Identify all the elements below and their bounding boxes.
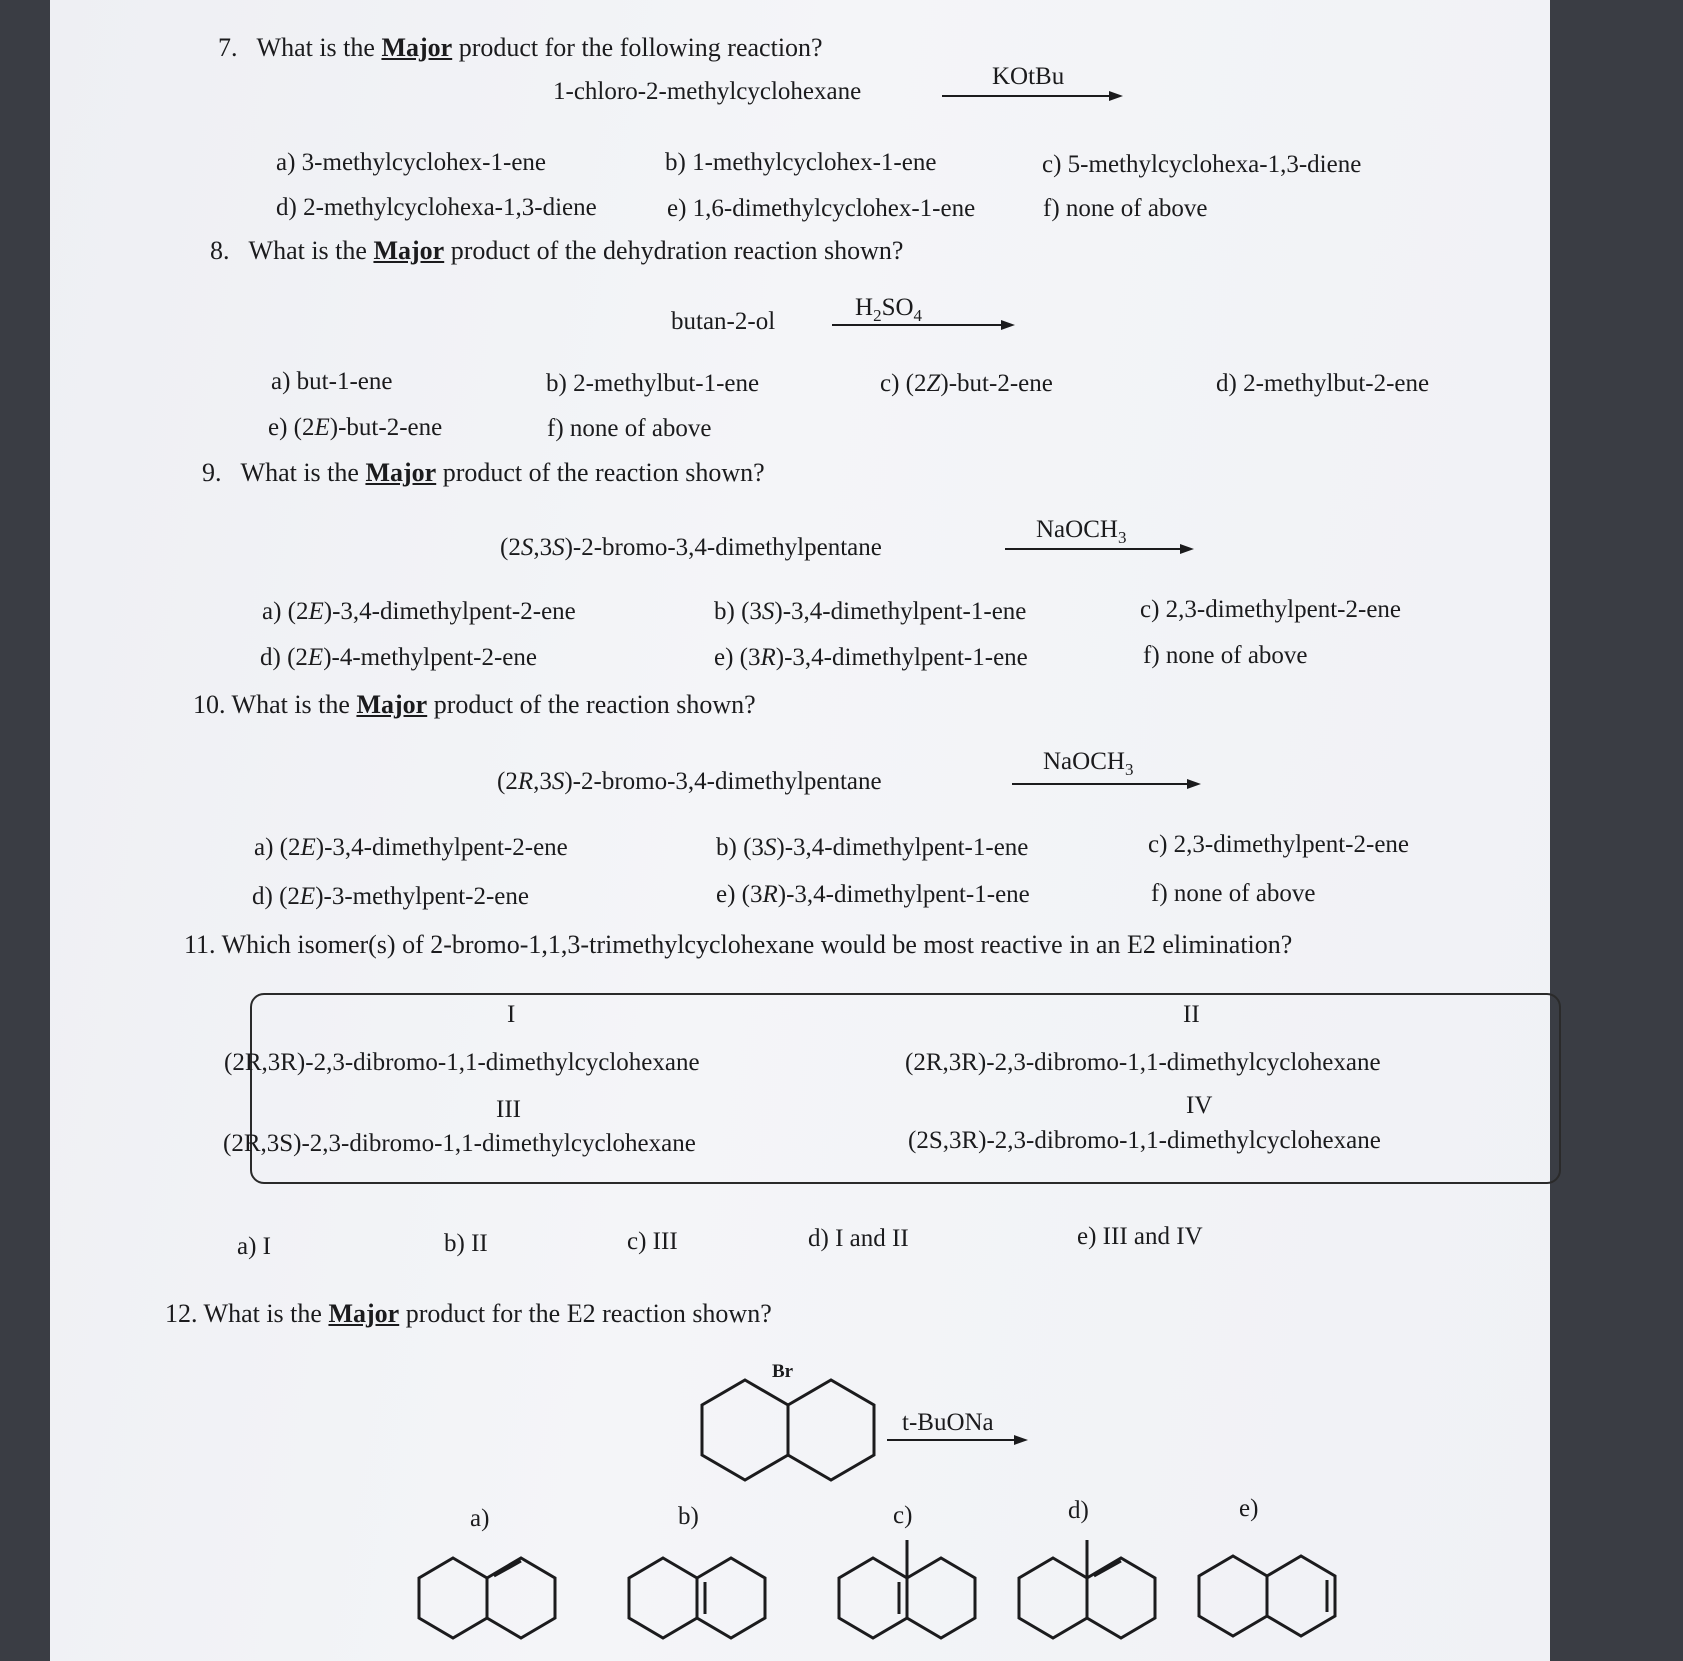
q8-option-a[interactable]: a) but-1-ene bbox=[271, 368, 393, 395]
isomer-label-II: II bbox=[1183, 1001, 1200, 1028]
major-emphasis: Major bbox=[356, 690, 428, 719]
q12-reagent: t-BuONa bbox=[902, 1409, 994, 1436]
q8-reagent: $H_2SO_4$ bbox=[855, 294, 923, 325]
q12-option-e[interactable]: e) bbox=[1239, 1495, 1259, 1522]
q8-option-c[interactable]: c) (2Z)-but-2-ene bbox=[880, 370, 1053, 397]
major-emphasis: Major bbox=[365, 458, 437, 487]
q12-option-b[interactable]: b) bbox=[678, 1503, 699, 1530]
q11-option-c[interactable]: c) III bbox=[627, 1228, 678, 1255]
q12-option-d-structure[interactable] bbox=[1015, 1530, 1165, 1660]
q7-option-a[interactable]: a) 3-methylcyclohex-1-ene bbox=[276, 149, 547, 176]
q8-option-b[interactable]: b) 2-methylbut-1-ene bbox=[546, 370, 760, 397]
question-12-stem: 12. What is the Major product for the E2 reaction shown? bbox=[165, 1299, 772, 1328]
q9-option-f[interactable]: f) none of above bbox=[1143, 642, 1308, 669]
q12-option-d[interactable]: d) bbox=[1068, 1497, 1089, 1524]
q11-option-e[interactable]: e) III and IV bbox=[1077, 1223, 1203, 1250]
q12-option-c-structure[interactable] bbox=[835, 1530, 985, 1660]
q10-reagent: NaOCH$_3$ bbox=[1043, 748, 1134, 779]
q7-reaction-arrow bbox=[942, 95, 1120, 97]
q10-option-c[interactable]: c) 2,3-dimethylpent-2-ene bbox=[1148, 831, 1410, 858]
q7-reagent: KOtBu bbox=[992, 63, 1065, 90]
q10-option-a[interactable]: a) (2E)-3,4-dimethylpent-2-ene bbox=[254, 834, 568, 861]
isomer-label-IV: IV bbox=[1186, 1092, 1213, 1119]
question-10-stem: 10. What is the Major product of the reaction shown? bbox=[193, 690, 756, 719]
q11-option-b[interactable]: b) II bbox=[444, 1230, 488, 1257]
q9-option-e[interactable]: e) (3R)-3,4-dimethylpent-1-ene bbox=[714, 644, 1028, 671]
q12-option-a[interactable]: a) bbox=[470, 1505, 490, 1532]
q12-option-e-structure[interactable] bbox=[1195, 1548, 1345, 1658]
q7-option-e[interactable]: e) 1,6-dimethylcyclohex-1-ene bbox=[667, 195, 976, 222]
q7-option-f[interactable]: f) none of above bbox=[1043, 195, 1208, 222]
q9-reaction-arrow bbox=[1005, 548, 1191, 550]
major-emphasis: Major bbox=[328, 1299, 400, 1328]
q12-option-c[interactable]: c) bbox=[893, 1502, 913, 1529]
q9-option-b[interactable]: b) (3S)-3,4-dimethylpent-1-ene bbox=[714, 598, 1027, 625]
q12-option-b-structure[interactable] bbox=[625, 1550, 775, 1660]
q12-bromine-label: Br bbox=[772, 1361, 794, 1382]
question-8-stem: 8. What is the Major product of the dehydration reaction shown? bbox=[210, 236, 904, 265]
major-emphasis: Major bbox=[373, 236, 445, 265]
question-7-stem: 7. What is the Major product for the following reaction? bbox=[218, 33, 823, 62]
q7-option-b[interactable]: b) 1-methylcyclohex-1-ene bbox=[665, 149, 937, 176]
exam-page bbox=[50, 0, 1550, 1661]
q8-option-d[interactable]: d) 2-methylbut-2-ene bbox=[1216, 370, 1430, 397]
major-emphasis: Major bbox=[381, 33, 453, 62]
q9-reactant: (2S,3S)-2-bromo-3,4-dimethylpentane bbox=[500, 534, 882, 561]
q10-option-b[interactable]: b) (3S)-3,4-dimethylpent-1-ene bbox=[716, 834, 1029, 861]
q9-option-d[interactable]: d) (2E)-4-methylpent-2-ene bbox=[260, 644, 537, 671]
q7-option-c[interactable]: c) 5-methylcyclohexa-1,3-diene bbox=[1042, 151, 1362, 178]
isomer-name-II: (2R,3R)-2,3-dibromo-1,1-dimethylcyclohexane bbox=[905, 1049, 1381, 1076]
q10-option-f[interactable]: f) none of above bbox=[1151, 880, 1316, 907]
q10-reactant: (2R,3S)-2-bromo-3,4-dimethylpentane bbox=[497, 768, 882, 795]
q8-option-f[interactable]: f) none of above bbox=[547, 415, 712, 442]
q8-reactant: butan-2-ol bbox=[671, 308, 776, 335]
q12-reaction-arrow bbox=[887, 1439, 1025, 1441]
q10-option-d[interactable]: d) (2E)-3-methylpent-2-ene bbox=[252, 883, 529, 910]
q8-option-e[interactable]: e) (2E)-but-2-ene bbox=[268, 414, 443, 441]
isomer-name-III: (2R,3S)-2,3-dibromo-1,1-dimethylcyclohexane bbox=[223, 1130, 696, 1157]
q11-option-d[interactable]: d) I and II bbox=[808, 1225, 909, 1252]
isomer-label-III: III bbox=[496, 1096, 521, 1123]
isomer-label-I: I bbox=[507, 1001, 516, 1028]
q7-reactant: 1-chloro-2-methylcyclohexane bbox=[553, 78, 862, 105]
q12-option-a-structure[interactable] bbox=[415, 1550, 565, 1660]
q11-option-a[interactable]: a) I bbox=[237, 1233, 271, 1260]
q7-option-d[interactable]: d) 2-methylcyclohexa-1,3-diene bbox=[276, 194, 597, 221]
question-11-stem: 11. Which isomer(s) of 2-bromo-1,1,3-trimethylcyclohexane would be most reactive in an E2 elimination? bbox=[184, 930, 1293, 959]
isomer-name-IV: (2S,3R)-2,3-dibromo-1,1-dimethylcyclohexane bbox=[908, 1127, 1381, 1154]
q8-reaction-arrow bbox=[832, 324, 1012, 326]
isomer-name-I: (2R,3R)-2,3-dibromo-1,1-dimethylcyclohexane bbox=[224, 1049, 700, 1076]
q9-reagent: NaOCH$_3$ bbox=[1036, 516, 1127, 547]
q10-option-e[interactable]: e) (3R)-3,4-dimethylpent-1-ene bbox=[716, 881, 1030, 908]
q9-option-a[interactable]: a) (2E)-3,4-dimethylpent-2-ene bbox=[262, 598, 576, 625]
q9-option-c[interactable]: c) 2,3-dimethylpent-2-ene bbox=[1140, 596, 1402, 623]
question-9-stem: 9. What is the Major product of the reaction shown? bbox=[202, 458, 765, 487]
q10-reaction-arrow bbox=[1012, 783, 1198, 785]
